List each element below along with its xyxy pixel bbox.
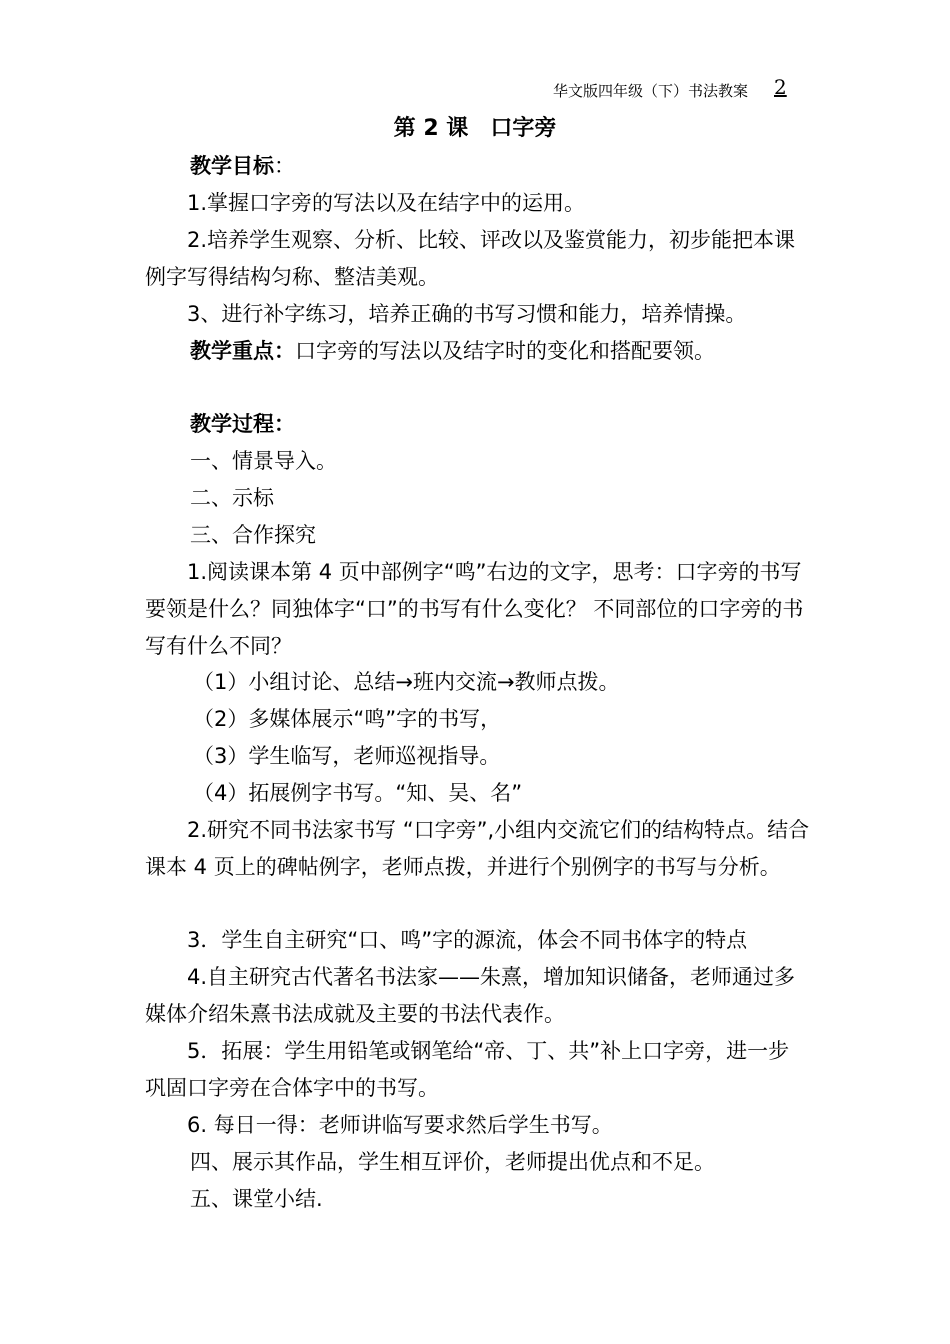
explore-item: 5．拓展：学生用铅笔或钢笔给“帝、丁、共”补上口字旁，进一步巩固口字旁在合体字中的书写。 (145, 1039, 790, 1100)
objective-item: 1.掌握口字旁的写法以及在结字中的运用。 (187, 191, 586, 215)
explore-item: 6. 每日一得：老师讲临写要求然后学生书写。 (187, 1113, 613, 1137)
sub-item: （2）多媒体展示“鸣”字的书写， (193, 707, 502, 731)
explore-item: 1.阅读课本第 4 页中部例字“鸣”右边的文字，思考：口字旁的书写要领是什么？同独体字“口”的书写有什么变化？ 不同部位的口字旁的书写有什么不同？ (145, 560, 804, 658)
objective-item: 2.培养学生观察、分析、比较、评改以及鉴赏能力，初步能把本课例字写得结构匀称、整洁美观。 (145, 228, 796, 289)
objective-item: 3、进行补字练习，培养正确的书写习惯和能力，培养情操。 (187, 302, 747, 326)
page-number: 2 (774, 75, 787, 99)
process-step: 四、展示其作品，学生相互评价，老师提出优点和不足。 (190, 1150, 715, 1174)
sub-item: （3）学生临写，老师巡视指导。 (193, 744, 501, 768)
sub-item: （1）小组讨论、总结→班内交流→教师点拨。 (193, 670, 620, 694)
sub-item: （4）拓展例字书写。“知、吴、名” (193, 781, 523, 805)
process-step: 五、课堂小结. (190, 1187, 323, 1211)
explore-item: 2.研究不同书法家书写 “口字旁”,小组内交流它们的结构特点。结合课本 4 页上的碑帖例字，老师点拨，并进行个别例字的书写与分析。 (145, 818, 810, 879)
process-step: 二、示标 (190, 486, 274, 510)
explore-item: 3．学生自主研究“口、鸣”字的源流，体会不同书体字的特点 (187, 928, 748, 952)
explore-item: 4.自主研究古代著名书法家——朱熹，增加知识储备，老师通过多媒体介绍朱熹书法成就及主要的书法代表作。 (145, 965, 796, 1026)
lesson-number: 第 2 课 (393, 116, 469, 141)
process-step: 三、合作探究 (190, 523, 316, 547)
process-heading: 教学过程： (190, 412, 295, 436)
objectives-heading: 教学目标： (190, 154, 295, 178)
process-step: 一、情景导入。 (190, 449, 337, 473)
lesson-name: 口字旁 (490, 116, 557, 141)
page-title (0, 114, 950, 144)
running-header: 华文版四年级（下）书法教案 (553, 82, 749, 100)
key-points: 教学重点：口字旁的写法以及结字时的变化和搭配要领。 (190, 339, 715, 363)
